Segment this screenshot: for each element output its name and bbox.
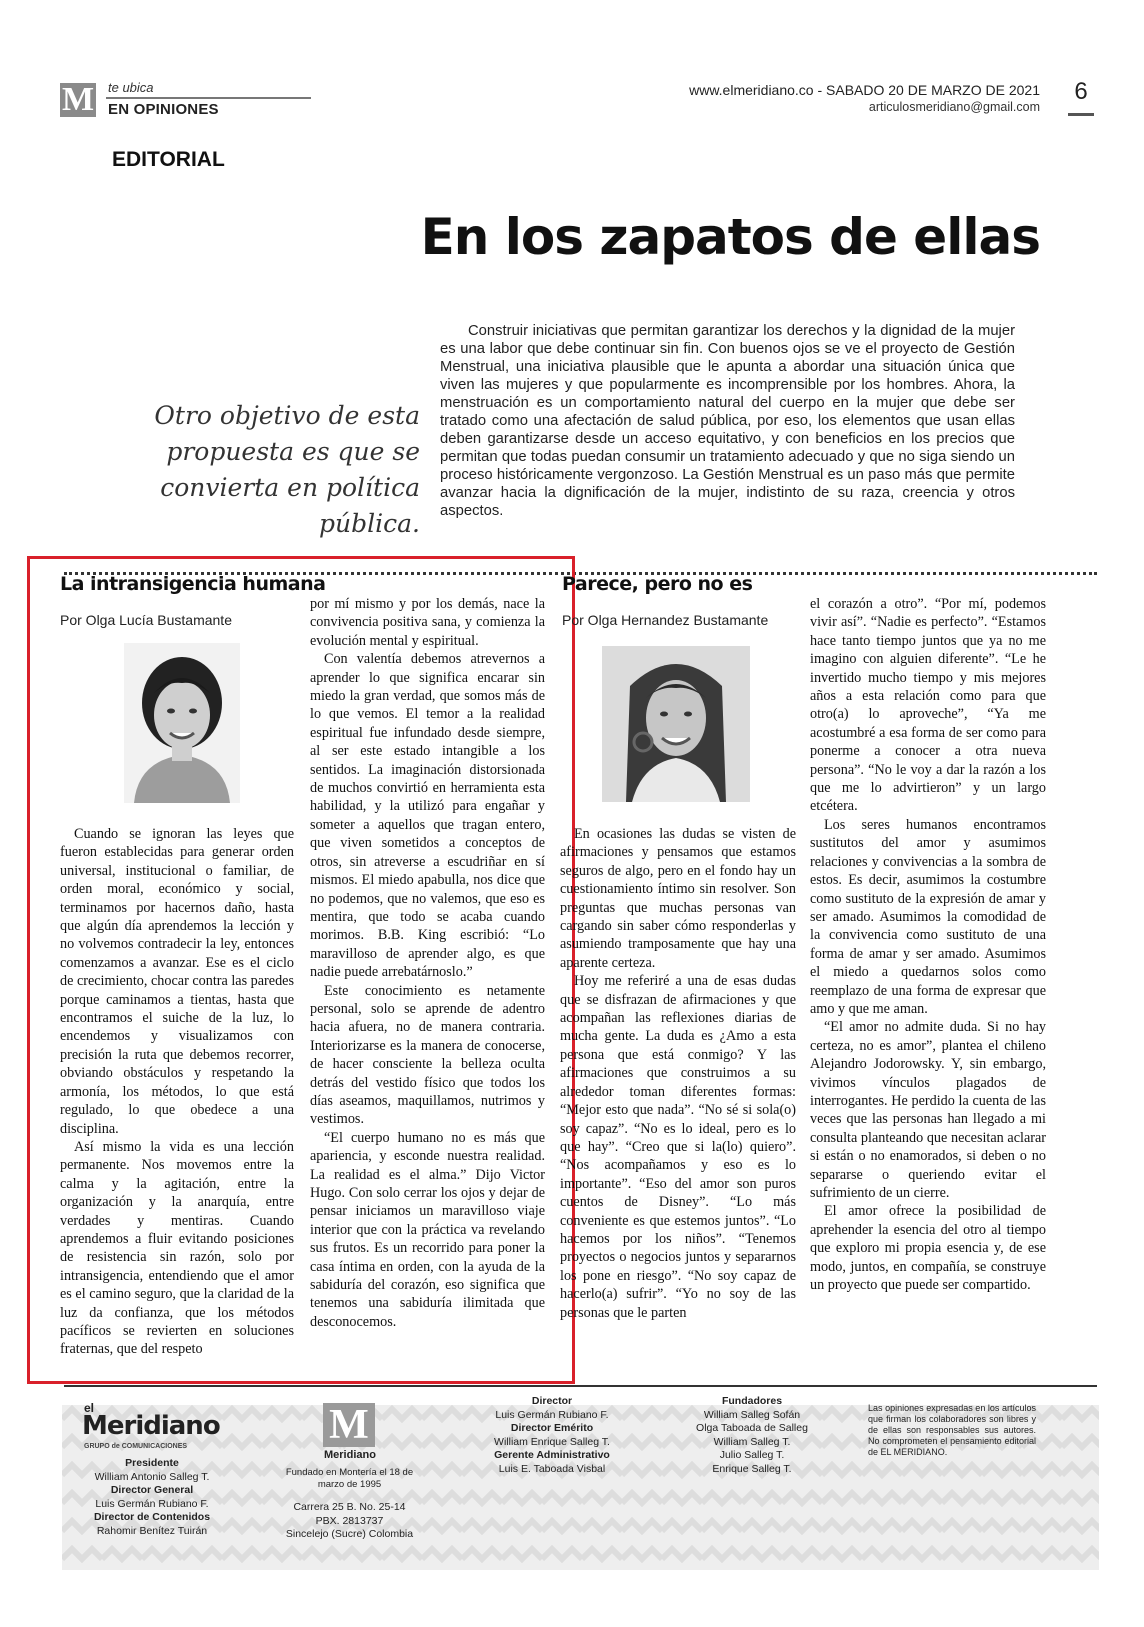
author-photo-olga-hernandez — [602, 646, 750, 802]
footer-founders — [682, 1395, 822, 1476]
address: Carrera 25 B. No. 25-14 — [293, 1501, 406, 1513]
center-brand: Meridiano — [324, 1449, 376, 1461]
editorial-pullquote: Otro objetivo de esta propuesta es que se convierta en política pública. — [154, 401, 420, 538]
paragraph: El amor ofrece la posibilidad de aprehender la esencia del otro al tiempo que exploro mi propia esencia y, de ese modo, juntos, en compañía, se construye un proyecto que puede ser compartido. — [810, 1203, 1046, 1294]
center-logo: M — [323, 1403, 375, 1447]
paragraph: “El amor no admite duda. Si no hay certeza, no es amor”, plantea el chileno Alejandro Jodorowsky. Y, sin embargo, vivimos vínculos plagados de interrogantes. He perdido la cuenta de las veces que las personas han llegado a mi consulta planteando que necesitan aclarar si están o no enamorados, si deben o no separarse o queriendo evitar el sufrimiento de un cierre. — [810, 1019, 1046, 1201]
article2-column2 — [810, 595, 1046, 1294]
name: Luis E. Taboada Visbal — [498, 1462, 606, 1475]
article1-byline: Por Olga Lucía Bustamante — [60, 612, 232, 628]
author-photo-olga-lucia — [124, 643, 240, 803]
founder: Olga Taboada de Salleg — [696, 1422, 808, 1434]
founder: Enrique Salleg T. — [712, 1462, 792, 1475]
bottom-rule — [64, 1385, 1097, 1387]
footer-directors — [472, 1395, 632, 1476]
founder: Julio Salleg T. — [719, 1449, 785, 1461]
dateline: www.elmeridiano.co - SABADO 20 DE MARZO DE 2021 — [689, 82, 1040, 98]
paragraph: el corazón a otro”. “Por mí, podemos vivir así”. “Nadie es perfecto”. “Estamos hace tanto tiempo juntos que ya no me imagino con alguien diferente”. “Le he invertido mucho tiempo y mis mejores años a esta relación como para que otro(a) lo aproveche”, “Ya me acostumbré a esa forma de ser como para ponerme a conocer a otra nueva persona”. “No le voy a dar la razón a los que me lo advirtieron” y un largo etcétera. — [810, 596, 1046, 815]
footer-brand: Meridiano — [82, 1411, 220, 1441]
footer-disclaimer: Las opiniones expresadas en los artículos que firman los colaboradores son libres y de ellas son responsables sus autores. No comprometen el pensamiento editorial de EL MERIDIANO. — [868, 1403, 1036, 1457]
paragraph: Cuando se ignoran las leyes que fueron establecidas para generar orden universal, institucional o familiar, de orden moral, económico y social, terminamos por hacernos daño, hasta que algún día aprendemos la lección y no volvemos contradecir la ley, entonces comenzamos a avanzar. Ese es el ciclo de crecimiento, chocar contra las paredes porque caminamos a tientas, hasta que encontramos el suiche de la luz, lo encendemos y visualizamos con precisión la ruta que debemos recorrer, obviando obstáculos y respetando la armonía, los métodos, lo que está regulado, lo que obedece a una disciplina. — [60, 826, 294, 1137]
name: Luis Germán Rubiano F. — [495, 1408, 609, 1421]
paragraph: Hoy me referiré a una de esas dudas que se disfrazan de afirmaciones y que acompañan las reflexiones diarias de mucha gente. La duda es ¿Amo a esta persona que está conmigo? Y las afirmaciones que construimos a su alrededor toman diferentes formas: “Mejor esto que nada”. “No sé si sola(o) soy capaz”. “No es lo ideal, pero es lo que hay”. “Creo que si la(lo) quiero”. “Nos acompañamos y eso es lo importante”. “Eso del amor son puros cuentos de Disney”. “Lo más conveniente es que estemos juntos”. “Lo hacemos por los niños”. “Tenemos proyectos o negocios juntos y separarnos los pone en riesgo”. “No soy capaz de hacerlo(a) sufrir”. “Yo no soy de las personas que le parten — [560, 973, 796, 1321]
role: Director de Contenidos — [93, 1511, 211, 1523]
address-block — [272, 1501, 427, 1542]
article2-byline: Por Olga Hernandez Bustamante — [562, 612, 769, 628]
paragraph: En ocasiones las dudas se visten de afirmaciones y pensamos que estamos seguros de algo, pero en el fondo hay un cuestionamiento íntimo sin resolver. Son preguntas que muchas personas van cargando sin saber cómo responderlas y asumiendo tramposamente que hay una aparente certeza. — [560, 826, 796, 971]
footer-brand-sub: GRUPO de COMUNICACIONES — [84, 1443, 188, 1450]
editorial-headline: En los zapatos de ellas — [420, 208, 1040, 266]
paragraph: Con valentía debemos atrevernos a aprender lo que significa encarar sin miedo la gran verdad, que somos más de lo que vemos. El temor a la realidad espiritual fue infundado desde siempre, al ser este estado intangible a los sentidos. La imaginación distorsionada de muchos convirtió en herramienta esta habilidad, y la utilizó para engañar y someter a aquellos que tragan entero, que viven sometidos a conceptos de otros, sin atreverse a escudriñar en sí mismos. El miedo apabulla, nos dice que no podemos, que no valemos, que eso es mentira, que todo se acaba cuando morimos. B.B. King escribió: “Lo maravilloso de aprender algo, es que nadie puede arrebatárnoslo.” — [310, 651, 545, 981]
section-name: EN OPINIONES — [108, 101, 219, 118]
masthead-footer — [62, 1395, 1099, 1570]
name: Luis Germán Rubiano F. — [95, 1497, 209, 1510]
page-number-underline — [1068, 113, 1094, 116]
role: Director General — [110, 1484, 194, 1496]
editorial-label: EDITORIAL — [112, 148, 225, 171]
paragraph: Así mismo la vida es una lección permanente. Nos movemos entre la calma y la agitación, entre la organización y la anarquía, entre verdades y mentiras. Cuando aprendemos a fluir evitando posiciones de resistencia sin razón, solo por intransigencia, entendiendo que el amor es el camino seguro, que la claridad de la luz da confianza, que los métodos pacíficos se revierten en soluciones fraternas, que del respeto — [60, 1138, 294, 1358]
paragraph: por mí mismo y por los demás, nace la convivencia positiva sana, y comienza la evolución mental y espiritual. — [310, 596, 545, 649]
meridiano-logo: M — [61, 81, 95, 118]
founder: William Salleg Sofán — [703, 1408, 801, 1421]
name: William Antonio Salleg T. — [94, 1470, 210, 1483]
name: William Enrique Salleg T. — [494, 1435, 610, 1448]
paragraph: Este conocimiento es netamente personal, solo se aprende de adentro hacia afuera, no de manera contraria. Interiorizarse es la manera de conocerse, de hacer consciente la belleza oculta detrás del vestido físico que todos los días aseamos, maquillamos, nutrimos y vestimos. — [310, 982, 545, 1128]
role: Director Emérito — [510, 1422, 594, 1434]
paragraph: Los seres humanos encontramos sustitutos del amor y asumimos relaciones y convivencias a la sombra de estos. Es decir, asumimos la costumbre como sustituto de la expresión de amar y ser amado. Asumimos la comodidad de la convivencia como sustituto de una forma de amar y ser amado. Asumimos el miedo a quedarnos solos como reemplazo de una forma de expresar que amo y que me aman. — [810, 816, 1046, 1017]
founded-note: Fundado en Montería el 18 de marzo de 1995 — [285, 1467, 414, 1490]
article1-column2 — [310, 595, 545, 1331]
role: Gerente Administrativo — [494, 1449, 610, 1461]
role: Presidente — [125, 1457, 179, 1469]
article2-column1 — [560, 825, 796, 1322]
te-ubica-label: te ubica — [108, 80, 154, 95]
name: Rahomir Benítez Tuirán — [96, 1524, 208, 1537]
page-number: 6 — [1074, 78, 1088, 105]
footer-executives — [62, 1457, 242, 1538]
role: Director — [531, 1395, 573, 1407]
footer-brand-el: el — [84, 1401, 95, 1415]
founders-title: Fundadores — [721, 1395, 783, 1407]
city: Sincelejo (Sucre) Colombia — [285, 1528, 414, 1540]
section-divider — [106, 97, 311, 99]
contact-email[interactable]: articulosmeridiano@gmail.com — [868, 100, 1040, 114]
editorial-body: Construir iniciativas que permitan garantizar los derechos y la dignidad de la mujer es una labor que debe continuar sin fin. Con buenos ojos se ve el proyecto de Gestión Menstrual, una iniciativa plausible que le apunta a abordar una situación única que viven las mujeres y que popularmente es incomprensible por los hombres. Ahora, la menstruación es un comportamiento natural del cuerpo en la mujer que debe ser tratado como una afectación de salud pública, por eso, los elementos que usan ellas deben garantizarse desde un acceso equitativo, y con beneficios en los precios que permitan que todas puedan consumir un tratamiento adecuado y que no siga siendo un proceso históricamente vergonzoso. La Gestión Menstrual es un paso más que permite avanzar hacia la dignificación de la mujer, indistinto de su raza, creencia y otros aspectos. — [440, 323, 1015, 519]
phone: PBX. 2813737 — [315, 1514, 384, 1527]
founder: William Salleg T. — [713, 1435, 791, 1448]
article1-column1 — [60, 825, 294, 1359]
article2-title: Parece, pero no es — [562, 573, 753, 595]
article1-title: La intransigencia humana — [60, 573, 326, 595]
paragraph: “El cuerpo humano no es más que apariencia, y esconde nuestra realidad. La realidad es el alma.” Dijo Victor Hugo. Con solo cerrar los ojos y dejar de pensar iniciamos un maravilloso viaje interior que con la práctica va revelando sus frutos. Es un recorrido para poner la casa íntima en orden, con la ayuda de la sabiduría del corazón, eso significa que tenemos una sabiduría ilimitada que desconocemos. — [310, 1129, 545, 1330]
